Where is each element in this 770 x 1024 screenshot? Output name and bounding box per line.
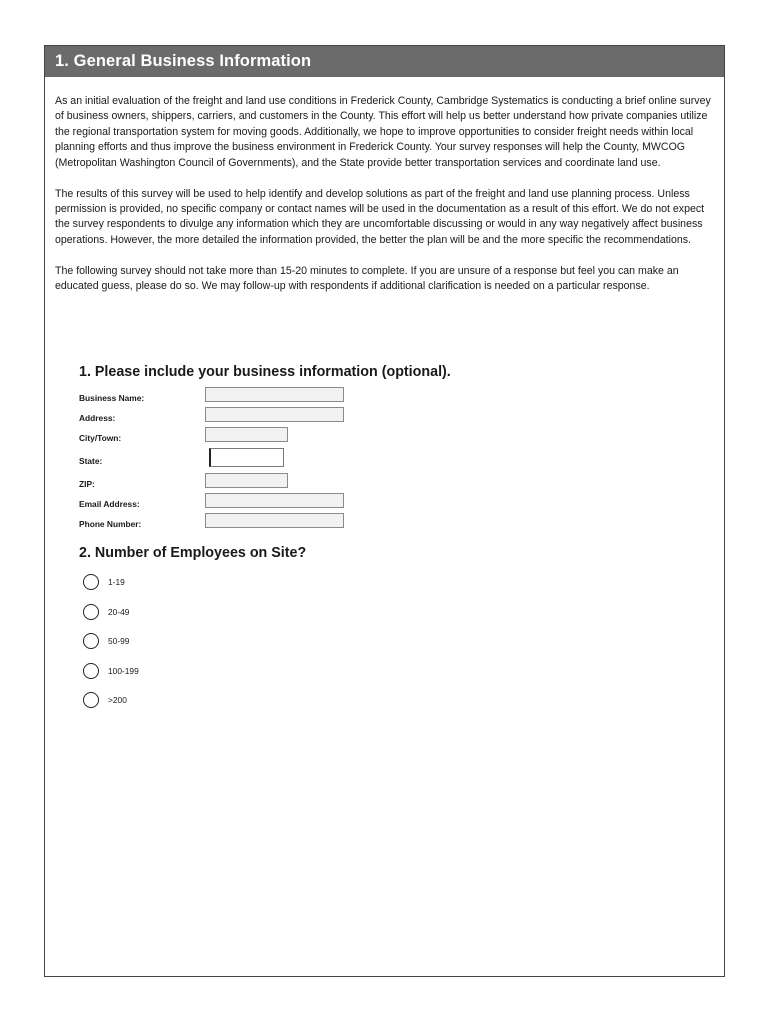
email-address-input[interactable] xyxy=(205,493,344,508)
option-label-20-49: 20-49 xyxy=(108,607,130,617)
intro-paragraph-1: As an initial evaluation of the freight and land use conditions in Frederick County, Cambridge Systematics is conducting a brief online survey of business owners, shippers, carriers, and customers in the County. This effort will help us better understand how private companies utilize the regional transportation system for moving goods. Additionally, we hope to improve opportunities to consider freight needs within local planning efforts and thus improve the business environment in Frederick County. Your survey responses will help the County, MWCOG (Metropolitan Washington Council of Governments), and the State provide better transportation services and coordinate land use. xyxy=(55,95,711,169)
business-name-label: Business Name: xyxy=(79,393,145,403)
section-header: 1. General Business Information xyxy=(45,46,724,77)
state-label: State: xyxy=(79,456,103,466)
state-input[interactable] xyxy=(209,448,284,467)
option-label-1-19: 1-19 xyxy=(108,577,125,587)
address-input[interactable] xyxy=(205,407,344,422)
zip-label: ZIP: xyxy=(79,479,95,489)
phone-number-label: Phone Number: xyxy=(79,519,142,529)
address-label: Address: xyxy=(79,413,116,423)
intro-paragraph-2: The results of this survey will be used to help identify and develop solutions as part of the freight and land use planning process. Unless permission is provided, no specific company or contact names will be used in the documentation as a result of this effort. We do not expect the survey respondents to divulge any information which they are uncomfortable discussing or would in any way negatively affect business operations. However, the more detailed the information provided, the better the plan will be and the more specific the recommendations. xyxy=(55,187,705,246)
survey-page-frame xyxy=(44,45,725,977)
city-town-input[interactable] xyxy=(205,427,288,442)
question-2-title: 2. Number of Employees on Site? xyxy=(79,545,307,561)
intro-paragraph-3: The following survey should not take more than 15-20 minutes to complete. If you are unsure of a response but feel you can make an educated guess, please do so. We may follow-up with respondents if additional clarification is needed on a particular response. xyxy=(55,264,679,293)
email-address-label: Email Address: xyxy=(79,499,140,509)
option-label-100-199: 100-199 xyxy=(108,666,139,676)
radio-button-over-200[interactable] xyxy=(83,692,99,708)
radio-button-100-199[interactable] xyxy=(83,663,99,679)
option-label-over-200: >200 xyxy=(108,695,127,705)
radio-button-20-49[interactable] xyxy=(83,604,99,620)
phone-number-input[interactable] xyxy=(205,513,344,528)
option-label-50-99: 50-99 xyxy=(108,636,130,646)
zip-input[interactable] xyxy=(205,473,288,488)
radio-button-1-19[interactable] xyxy=(83,574,99,590)
city-town-label: City/Town: xyxy=(79,433,122,443)
radio-button-50-99[interactable] xyxy=(83,633,99,649)
question-1-title: 1. Please include your business information (optional). xyxy=(79,364,451,380)
business-name-input[interactable] xyxy=(205,387,344,402)
intro-text xyxy=(55,94,717,310)
